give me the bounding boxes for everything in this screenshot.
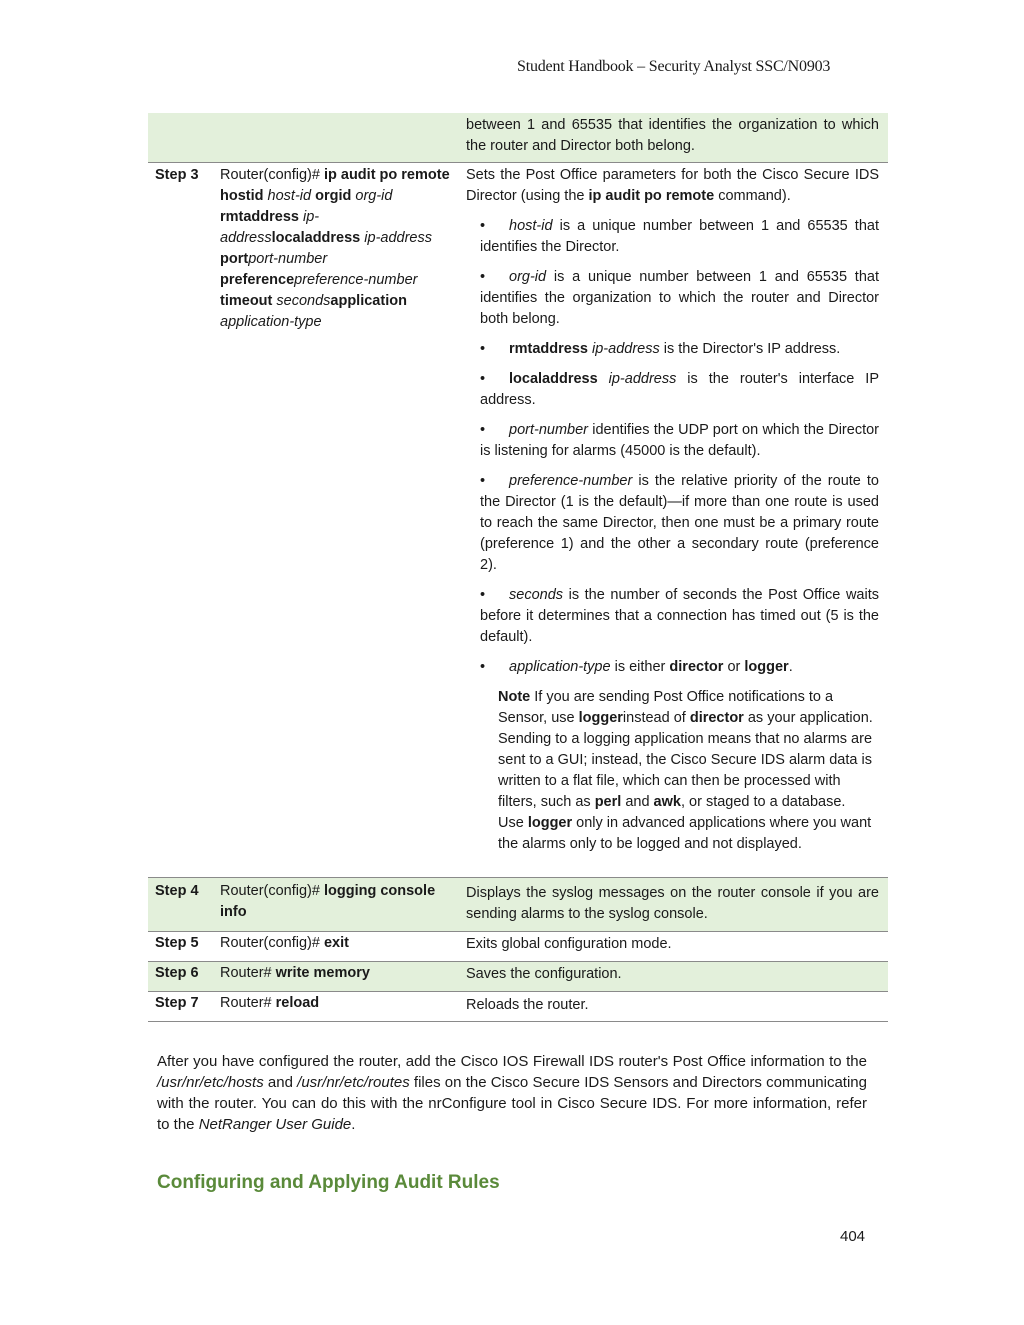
step-3-intro: Sets the Post Office parameters for both the Cisco Secure IDS Director (using the ip audit po remote command). [466,167,879,204]
bullet-port-number: • port-number identifies the UDP port on which the Director is listening for alarms (45000 is the default). [480,422,879,459]
table-row-step-5 [148,932,888,961]
step-7-description: Reloads the router. [466,997,589,1013]
step-4-label: Step 4 [155,883,199,899]
bullet-preference-number: • preference-number is the relative priority of the route to the Director (1 is the default)—if more than one route is used to reach the same Director, then one must be a primary route (preference 1) and the other a secondary route (preference 2). [480,473,879,573]
step-4-command: Router(config)# logging console info [220,883,436,920]
table-row-step-7 [148,992,888,1021]
bullet-localaddress: • localaddress ip-address is the router's interface IP address. [480,371,880,408]
step-6-label: Step 6 [155,965,199,981]
step-6-command: Router# write memory [220,965,370,981]
step-4-description: Displays the syslog messages on the router console if you are sending alarms to the syslog console. [466,885,879,922]
bullet-rmtaddress: • rmtaddress ip-address is the Director's IP address. [480,341,841,357]
step-6-description: Saves the configuration. [466,966,622,982]
table-row-step-4 [148,878,888,931]
step-3-command: Router(config)# ip audit po remote hostid host-id orgid org-id rmtaddress ip-addresslocaladdress ip-address portport-number preferencepreference-number timeout secondsapplication application-type [220,167,450,330]
step-7-command: Router# reload [220,995,320,1011]
continuation-description: between 1 and 65535 that identifies the organization to which the router and Director both belong. [466,117,879,154]
section-heading: Configuring and Applying Audit Rules [157,1172,500,1193]
table-row-step-3 [148,163,888,877]
page-number: 404 [840,1228,866,1245]
step-5-command: Router(config)# exit [220,935,349,951]
bullet-host-id: • host-id is a unique number between 1 and 65535 that identifies the Director. [480,218,879,255]
step-5-label: Step 5 [155,935,199,951]
step-3-label: Step 3 [155,167,199,183]
body-paragraph: After you have configured the router, add the Cisco IOS Firewall IDS router's Post Office information to the /usr/nr/etc/hosts and /usr/nr/etc/routes files on the Cisco Secure IDS Sensors and Directors communicating with the router. You can do this with the nrConfigure tool in Cisco Secure IDS. For more information, refer to the NetRanger User Guide. [157,1053,867,1133]
step-3-note: Note If you are sending Post Office notifications to a Sensor, use loggerinstead of director as your application. Sending to a logging application means that no alarms are sent to a GUI; instead, the Cisco Secure IDS alarm data is written to a flat file, which can then be processed with filters, such as perl and awk, or staged to a database. Use logger only in advanced applications where you want the alarms only to be logged and not displayed. [498,689,873,852]
step-5-description: Exits global configuration mode. [466,936,672,952]
table-row-step-6 [148,962,888,991]
bullet-seconds: • seconds is the number of seconds the Post Office waits before it determines that a connection has timed out (5 is the default). [480,587,879,645]
step-3-description [466,165,879,855]
step-7-label: Step 7 [155,995,199,1011]
bullet-org-id: • org-id is a unique number between 1 and 65535 that identifies the organization to which the router and Director both belong. [480,269,879,327]
table-row-continuation [148,113,888,162]
running-header: Student Handbook – Security Analyst SSC/N0903 [517,58,831,75]
row-divider [148,1021,888,1022]
bullet-application-type: • application-type is either director or logger. [480,659,793,675]
